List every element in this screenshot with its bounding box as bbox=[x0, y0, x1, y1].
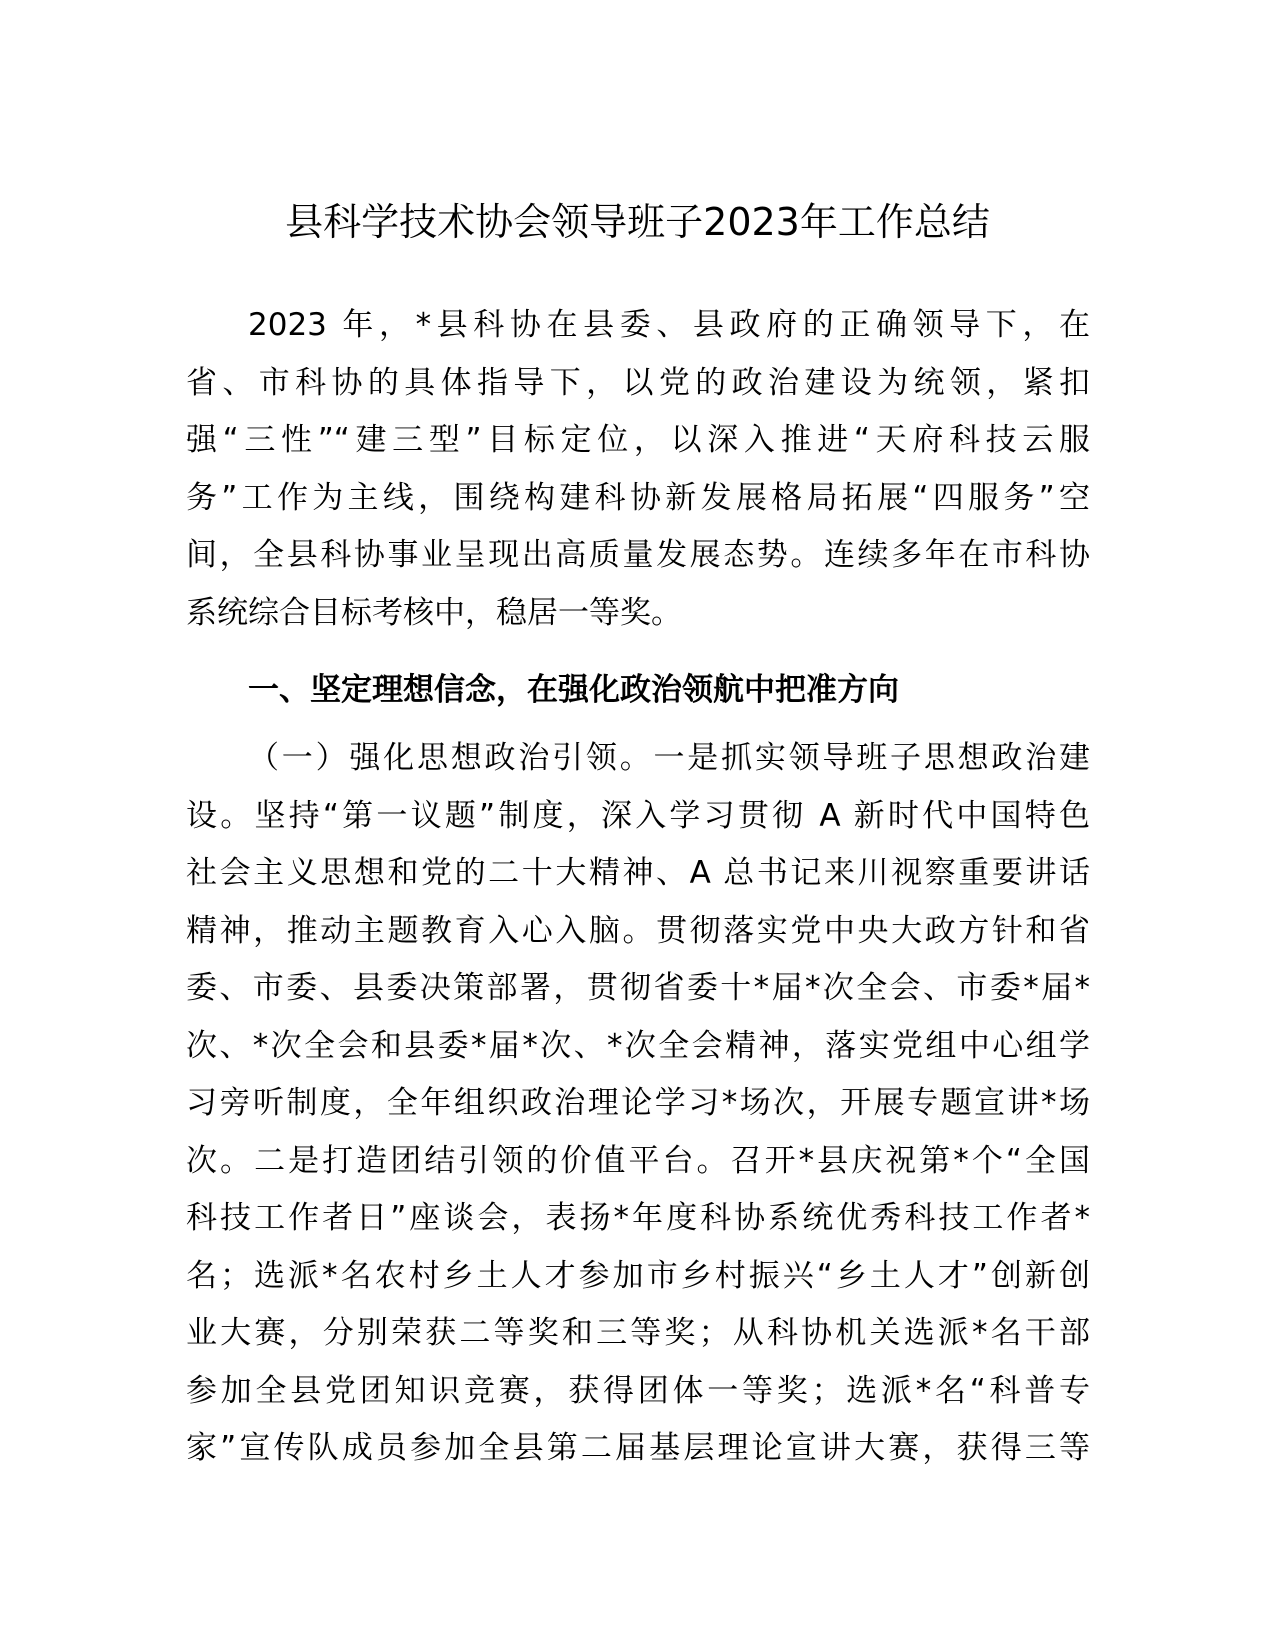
text-line: 名；选派*名农村乡土人才参加市乡村振兴“乡土人才”创新创 bbox=[186, 1257, 1090, 1294]
text-line: 系统综合目标考核中，稳居一等奖。 bbox=[186, 594, 682, 631]
text-line: 业大赛，分别荣获二等奖和三等奖；从科协机关选派*名干部 bbox=[186, 1315, 1090, 1351]
text-line: 社会主义思想和党的二十大精神、A 总书记来川视察重要讲话 bbox=[186, 855, 1090, 891]
text-line: 习旁听制度，全年组织政治理论学习*场次，开展专题宣讲*场 bbox=[186, 1085, 1090, 1121]
text-line: 家”宣传队成员参加全县第二届基层理论宣讲大赛，获得三等 bbox=[186, 1430, 1090, 1466]
text-line: 设。坚持“第一议题”制度，深入学习贯彻 A 新时代中国特色 bbox=[186, 797, 1090, 834]
section-heading bbox=[186, 662, 1090, 720]
text-line: 2023 年，*县科协在县委、县政府的正确领导下，在 bbox=[248, 307, 1090, 343]
text-line: 务”工作为主线，围绕构建科协新发展格局拓展“四服务”空 bbox=[186, 479, 1090, 516]
text-line: 间，全县科协事业呈现出高质量发展态势。连续多年在市科协 bbox=[186, 537, 1090, 573]
text-line: （一）强化思想政治引领。一是抓实领导班子思想政治建 bbox=[248, 740, 1090, 776]
document-title: 县科学技术协会领导班子2023年工作总结 bbox=[285, 200, 990, 244]
text-line: 强“三性”“建三型”目标定位，以深入推进“天府科技云服 bbox=[186, 422, 1090, 458]
text-line: 次、*次全会和县委*届*次、*次全会精神，落实党组中心组学 bbox=[186, 1027, 1090, 1064]
text-line: 参加全县党团知识竞赛，获得团体一等奖；选派*名“科普专 bbox=[186, 1372, 1090, 1409]
text-line: 精神，推动主题教育入心入脑。贯彻落实党中央大政方针和省 bbox=[186, 912, 1090, 949]
text-line: 委、市委、县委决策部署，贯彻省委十*届*次全会、市委*届* bbox=[186, 970, 1090, 1006]
text-line: 省、市科协的具体指导下，以党的政治建设为统领，紧扣 bbox=[186, 364, 1090, 401]
section-heading-text: 一、坚定理想信念，在强化政治领航中把准方向 bbox=[248, 672, 899, 708]
text-line: 科技工作者日”座谈会，表扬*年度科协系统优秀科技工作者* bbox=[186, 1200, 1090, 1236]
intro-paragraph bbox=[186, 297, 1090, 642]
section-paragraph bbox=[186, 730, 1090, 1478]
text-line: 次。二是打造团结引领的价值平台。召开*县庆祝第*个“全国 bbox=[186, 1142, 1090, 1179]
